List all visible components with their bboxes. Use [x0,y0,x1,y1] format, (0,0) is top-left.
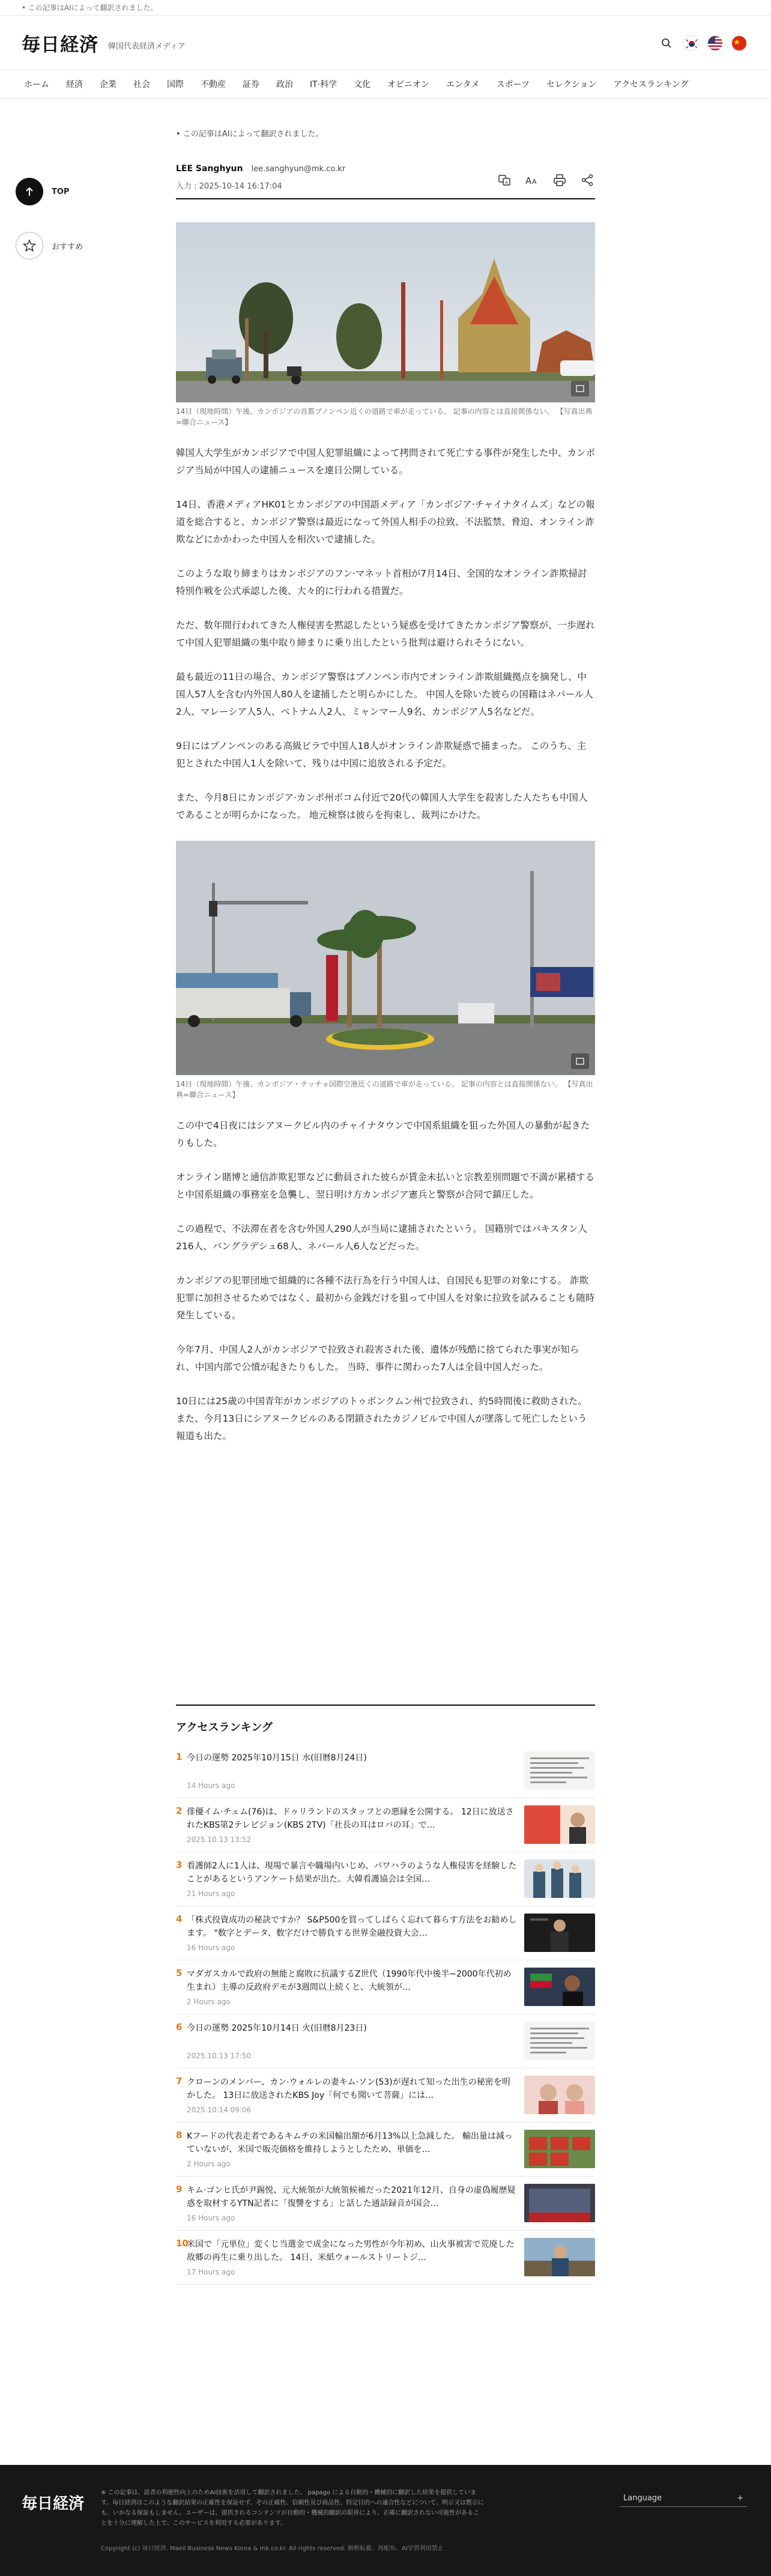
nav-item-international[interactable]: 国際 [167,80,184,89]
rank-headline[interactable]: 今日の運勢 2025年10月14日 火(旧暦8月23日) [187,2023,367,2033]
site-footer [0,2465,771,2576]
rank-thumbnail[interactable] [524,2184,595,2222]
publish-date: 入力 : 2025-10-14 16:17:04 [176,182,282,191]
article-paragraph: オンライン賭博と通信詐欺犯罪などに動員された彼らが賃金未払いと宗教差別問題で不満が累積すると中国系組織の事務室を急襲し、翌日明け方カンボジア憲兵と警察が合同で鎮圧した。 [176,1172,595,1200]
article-paragraph: 韓国人大学生がカンボジアで中国人犯罪組織によって拷問されて死亡する事件が発生した中、カンボジア当局が中国人の逮捕ニュースを連日公開している。 [176,447,595,476]
article-paragraph: 9日にはプノンペンのある高級ビラで中国人18人がオンライン詐欺疑惑で捕まった。 このうち、主犯とされた中国人1人を除いて、残りは中国に追放される予定だ。 [176,741,587,769]
main-nav [0,70,771,98]
ranking-item[interactable] [176,2068,595,2123]
article-ai-note: • この記事はAIによって翻訳されました。 [176,130,324,139]
article-photo-2[interactable] [176,841,595,1075]
rank-number: 1 [176,1751,183,1762]
nav-item-culture[interactable]: 文化 [354,80,371,89]
rank-time: 16 Hours ago [187,1944,235,1952]
nav-item-society[interactable]: 社会 [133,80,150,89]
svg-text:A: A [505,180,508,185]
share-icon[interactable] [579,172,595,188]
china-flag-icon[interactable] [731,35,747,51]
rank-thumbnail[interactable] [524,1805,595,1844]
footer-copyright: Copyright (c) 毎日経済. Maeil Business News Korea & mk.co.kr. All rights reserved. 無断転載、再配布、AI学習利用禁止 [101,2545,444,2552]
article-paragraph: ただ、数年間行われてきた人権侵害を黙認したという疑惑を受けてきたカンボジア警察が、一歩遅れて中国人犯罪組織の集中取り締まりに乗り出したという批判は避けられそうにない。 [176,620,595,648]
rank-number: 10 [176,2238,189,2249]
rank-thumbnail[interactable] [524,1968,595,2006]
rank-time: 2 Hours ago [187,2160,231,2168]
nav-item-securities[interactable]: 証券 [243,80,259,89]
article-paragraph: 今年7月、中国人2人がカンボジアで拉致され殺害された後、遺体が残酷に捨てられた事実が知られ、中国内部で公憤が起きたりもした。 当時、事件に関わった7人は全員中国人だった。 [176,1344,579,1372]
ranking-item[interactable] [176,2231,595,2285]
article-paragraph: このような取り締まりはカンボジアのフン·マネット首相が7月14日、全国的なオンライン詐欺掃討特別作戦を公式承認した後、大々的に行われる措置だ。 [176,568,587,596]
korean-flag-icon[interactable] [683,35,699,51]
article-photo-1[interactable] [176,222,595,402]
article-paragraph: 最も最近の11日の場合、カンボジア警察はプノンペン市内でオンライン詐欺組織拠点を摘発し、中国人57人を含む内外国人80人を逮捕したと明らかにした。 中国人を除いた彼らの国籍はネパール人2人、マレーシア人5人、ベトナム人2人、ミャンマー人9名、カンボジア人5名などだ。 [176,671,593,717]
ranking-item[interactable] [176,1744,595,1798]
scroll-top-button[interactable] [16,178,88,205]
rank-time: 14 Hours ago [187,1781,235,1790]
rank-number: 7 [176,2076,183,2087]
recommend-button[interactable] [16,232,88,259]
scroll-top-label: TOP [52,187,70,196]
rank-thumbnail[interactable] [524,2238,595,2276]
rank-headline[interactable]: Kフードの代表走者であるキムチの米国輸出額が6月13%以上急減した。 輸出量は減っていないが、米国で販売価格を維持しようとしたため、単価を… [187,2132,513,2154]
airport-road-photo [176,841,595,1075]
nav-item-home[interactable]: ホーム [24,80,49,89]
ranking-item[interactable] [176,1960,595,2014]
svg-text:A: A [532,177,537,186]
rank-headline[interactable]: 看護師2人に1人は、現場で暴言や職場内いじめ、パワハラのような人権侵害を経験したことがあるというアンケート結果が出た。大韓看護協会は全国… [187,1861,517,1884]
rank-headline[interactable]: 「株式投資成功の秘訣ですか？ S&P500を買ってしばらく忘れて暮らす方法をお勧めします。 "数字とデータ、数字だけで勝負する世界金融投資大会… [187,1915,517,1938]
rank-headline[interactable]: キム·ゴンヒ氏が尹錫悦、元大統領が大統領候補だった2021年12月、自身の虚偽履歴疑惑を取材するYTN記者に「復讐をする」と話した通話録音が国会… [187,2186,516,2208]
rank-headline[interactable]: クローンのメンバー、カン·ウォルレの妻キム·ソン(53)が遅れて知った出生の秘密を明かした。 13日に放送されたKBS Joy「何でも聞いて菩薩」には… [187,2077,510,2100]
article-paragraph: 14日、香港メディアHK01とカンボジアの中国語メディア「カンボジア·チャイナタイムズ」などの報道を総合すると、カンボジア警察は最近になって外国人相手の拉致、不法監禁、脅迫、オンライン詐欺などにかかわった中国人を相次いで逮捕した。 [176,499,595,545]
ranking-item[interactable] [176,1906,595,1960]
rank-number: 8 [176,2130,183,2141]
rank-thumbnail[interactable] [524,1859,595,1898]
rank-number: 3 [176,1859,183,1870]
article-paragraph: カンボジアの犯罪団地で組織的に各種不法行為を行う中国人は、自国民も犯罪の対象にする。 詐欺犯罪に加担させるためではなく、最初から金銭だけを狙って中国人を対象に拉致を試みることも随時発生している。 [176,1275,595,1321]
expand-icon[interactable] [571,381,589,396]
us-flag-icon[interactable] [707,35,723,51]
rank-number: 2 [176,1805,183,1816]
footer-logo[interactable]: 毎日経済 [22,2495,85,2513]
article-meta [176,175,595,199]
temple-road-photo [176,222,595,402]
article [176,127,595,1462]
site-header [0,16,771,70]
nav-item-sports[interactable]: スポーツ [496,80,530,89]
ranking-item[interactable] [176,1798,595,1852]
rank-time: 2025.10.13 17:50 [187,2052,252,2060]
nav-item-economy[interactable]: 経済 [66,80,83,89]
rank-thumbnail[interactable] [524,1914,595,1952]
rank-time: 16 Hours ago [187,2214,235,2222]
rank-number: 6 [176,2022,183,2032]
language-label: Language [623,2494,662,2503]
ranking-item[interactable] [176,1852,595,1906]
ai-translation-notice: • この記事はAIによって翻訳されました。 [0,0,771,16]
expand-icon[interactable] [571,1053,589,1069]
author-email[interactable]: lee.sanghyun@mk.co.kr [251,164,346,174]
article-paragraph: 10日には25歳の中国青年がカンボジアのトゥボンクムン州で拉致され、約5時間後に救助された。 また、今月13日にシアヌークビルのある閉鎖されたカジノビルで中国人が墜落して死亡したという報道も出た。 [176,1396,587,1441]
nav-item-ranking[interactable]: アクセスランキング [613,80,689,89]
plus-icon: + [737,2494,743,2503]
footer-translation-disclaimer: ※ この記事は、読者の利便性向上のためAI技術を活用して翻訳されました。 papago による自動的・機械的に翻訳した結果を提供しています。毎日経済はこのような翻訳結果の正確性を保証せず、その正確性、信頼性及び商品性、特定目的への適合性などについて、明示又は黙示にも、いかなる保証もしません。ユーザーは、提供されるコンテンツが自動的・機械的翻訳の限界により、正確に翻訳されない可能性があることを十分に理解した上で、このサービスを利用する必要があります。 [101,2490,484,2527]
ranking-item[interactable] [176,2177,595,2231]
rank-headline[interactable]: 今日の運勢 2025年10月15日 水(旧暦8月24日) [187,1753,367,1763]
translate-icon[interactable] [497,172,512,188]
rank-headline[interactable]: 俳優イム·チェム(76)は、ドゥリランドのスタッフとの悪縁を公開する。 12日に放送されたKBS第2テレビジョン(KBS 2TV)「社長の耳はロバの耳」で… [187,1807,514,1830]
nav-item-opinion[interactable]: オピニオン [387,80,430,89]
site-tagline: 韓国代表経済メディア [108,41,186,51]
nav-item-politics[interactable]: 政治 [276,80,293,89]
nav-item-entertainment[interactable]: エンタメ [446,80,480,89]
nav-item-selection[interactable]: セレクション [546,80,597,89]
photo-caption-2: 14日（現地時間）午後、カンボジア・テッチョ国際空港近くの道路で車が走っている。 記事の内容とは直接関係ない。 【写真出典=聯合ニュース】 [176,1080,593,1099]
font-size-icon[interactable] [524,172,540,188]
rank-time: 21 Hours ago [187,1890,235,1898]
article-paragraph: この中で4日夜にはシアヌークビル内のチャイナタウンで中国系組織を狙った外国人の暴動が起きたりもした。 [176,1120,590,1148]
rank-headline[interactable]: 米国で「元単位」変くじ当選金で成金になった男性が今年初め、山火事被害で荒廃した故郷の再生に乗り出した。 14日、米紙ウォールストリートジ… [187,2240,515,2262]
svg-text:A: A [525,175,532,186]
language-select[interactable] [620,2490,747,2507]
ranking-title: アクセスランキング [176,1721,273,1734]
arrow-up-icon [16,178,43,205]
ranking-item[interactable] [176,2014,595,2068]
nav-item-real-estate[interactable]: 不動産 [201,80,226,89]
search-icon[interactable] [658,35,675,52]
author-name[interactable]: LEE Sanghyun [176,164,243,174]
floating-sidebar [16,178,88,286]
article-paragraph: この過程で、不法滞在者を含む外国人290人が当局に逮捕されたという。 国籍別ではパキスタン人216人、バングラデシュ68人、ネパール人6人などだった。 [176,1223,587,1252]
site-logo[interactable]: 毎日経済 [22,34,98,56]
ranking-item[interactable] [176,2123,595,2177]
article-tools [497,172,595,188]
article-paragraph: また、今月8日にカンボジア·カンポ州ボコム付近で20代の韓国人大学生を殺害した人たちも中国人であることが明らかになった。 地元検察は彼らを拘束し、裁判にかけた。 [176,792,588,820]
photo-caption-1: 14日（現地時間）午後、カンボジアの首都プノンペン近くの道路で車が走っている。 記事の内容とは直接関係ない。 【写真出典=聯合ニュース】 [176,407,593,426]
rank-time: 2 Hours ago [187,1998,231,2006]
rank-thumbnail[interactable] [524,2130,595,2168]
rank-thumbnail[interactable] [524,2022,595,2060]
rank-time: 2025.10.14 09:06 [187,2106,252,2114]
rank-thumbnail[interactable] [524,2076,595,2114]
rank-number: 5 [176,1968,183,1978]
nav-item-it-science[interactable]: IT·科学 [310,80,337,89]
access-ranking [176,1705,595,2285]
rank-number: 9 [176,2184,183,2195]
print-icon[interactable] [552,172,567,188]
recommend-label: おすすめ [52,242,83,252]
rank-headline[interactable]: マダガスカルで政府の無能と腐敗に抗議するZ世代（1990年代中後半~2000年代初め生まれ）主導の反政府デモが3週間以上続くと、大統領が… [187,1969,512,1992]
nav-item-business[interactable]: 企業 [100,80,116,89]
rank-time: 2025.10.13 13:52 [187,1835,252,1844]
star-icon [16,232,43,259]
rank-time: 17 Hours ago [187,2268,235,2276]
rank-thumbnail[interactable] [524,1751,595,1790]
rank-number: 4 [176,1914,183,1924]
